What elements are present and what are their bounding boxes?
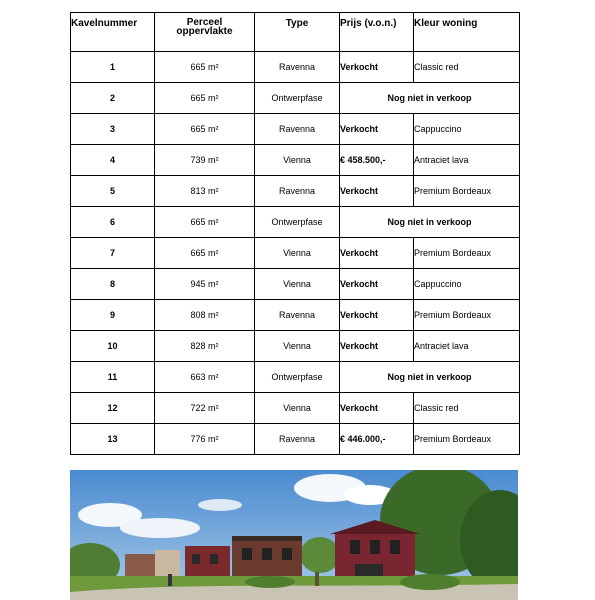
bush: [400, 574, 460, 590]
house-far: [125, 554, 155, 576]
cell-kavelnummer: 11: [71, 362, 155, 393]
cell-status: Nog niet in verkoop: [340, 207, 520, 238]
cell-oppervlakte: 813 m²: [155, 176, 255, 207]
header-prijs: Prijs (v.o.n.): [340, 13, 414, 52]
cell-oppervlakte: 945 m²: [155, 269, 255, 300]
cell-kleur: Classic red: [414, 393, 520, 424]
header-type: Type: [255, 13, 340, 52]
cloud: [120, 518, 200, 538]
cell-kavelnummer: 10: [71, 331, 155, 362]
cell-type: Vienna: [255, 331, 340, 362]
house-1: [185, 546, 230, 580]
header-kavelnummer: Kavelnummer: [71, 13, 155, 52]
cell-kavelnummer: 13: [71, 424, 155, 455]
cell-type: Vienna: [255, 145, 340, 176]
table-row: [71, 424, 520, 455]
cell-prijs: € 446.000,-: [340, 424, 414, 455]
cell-type: Ravenna: [255, 52, 340, 83]
cell-type: Ravenna: [255, 176, 340, 207]
cell-kavelnummer: 2: [71, 83, 155, 114]
house-render-photo: [70, 470, 518, 600]
cell-oppervlakte: 808 m²: [155, 300, 255, 331]
cell-oppervlakte: 665 m²: [155, 83, 255, 114]
cell-oppervlakte: 828 m²: [155, 331, 255, 362]
cell-prijs: Verkocht: [340, 114, 414, 145]
window: [350, 540, 360, 554]
window: [242, 548, 252, 560]
cell-type: Vienna: [255, 238, 340, 269]
cell-kavelnummer: 3: [71, 114, 155, 145]
cell-prijs: Verkocht: [340, 269, 414, 300]
cloud: [198, 499, 242, 511]
window: [210, 554, 218, 564]
table-row: [71, 176, 520, 207]
cell-type: Vienna: [255, 269, 340, 300]
table-header-row: [71, 13, 520, 52]
header-kleur-woning: Kleur woning: [414, 13, 520, 52]
cell-kleur: Premium Bordeaux: [414, 424, 520, 455]
cell-kleur: Antraciet lava: [414, 331, 520, 362]
cell-kavelnummer: 9: [71, 300, 155, 331]
cell-oppervlakte: 665 m²: [155, 238, 255, 269]
table-row: [71, 331, 520, 362]
header-oppervlakte: oppervlakte: [176, 26, 233, 37]
table-row: [71, 207, 520, 238]
cell-status: Nog niet in verkoop: [340, 362, 520, 393]
cell-type: Ontwerpfase: [255, 362, 340, 393]
person: [168, 574, 172, 586]
kavel-table: [70, 12, 520, 455]
cell-oppervlakte: 776 m²: [155, 424, 255, 455]
cell-prijs: Verkocht: [340, 52, 414, 83]
cell-kleur: Premium Bordeaux: [414, 176, 520, 207]
cell-kleur: Premium Bordeaux: [414, 238, 520, 269]
cell-type: Ravenna: [255, 300, 340, 331]
table-row: [71, 362, 520, 393]
cell-kavelnummer: 4: [71, 145, 155, 176]
cell-prijs: € 458.500,-: [340, 145, 414, 176]
cell-oppervlakte: 665 m²: [155, 52, 255, 83]
header-perceel: Perceel: [186, 17, 223, 28]
cell-prijs: Verkocht: [340, 176, 414, 207]
cell-oppervlakte: 663 m²: [155, 362, 255, 393]
cell-type: Ravenna: [255, 114, 340, 145]
table-row: [71, 114, 520, 145]
window: [370, 540, 380, 554]
cell-kavelnummer: 8: [71, 269, 155, 300]
cell-kavelnummer: 12: [71, 393, 155, 424]
table-row: [71, 269, 520, 300]
table-row: [71, 145, 520, 176]
table-row: [71, 393, 520, 424]
cell-status: Nog niet in verkoop: [340, 83, 520, 114]
window: [192, 554, 200, 564]
cell-kavelnummer: 6: [71, 207, 155, 238]
cell-oppervlakte: 665 m²: [155, 207, 255, 238]
table-row: [71, 83, 520, 114]
cell-type: Ontwerpfase: [255, 207, 340, 238]
cell-prijs: Verkocht: [340, 331, 414, 362]
cell-kleur: Classic red: [414, 52, 520, 83]
tree: [300, 537, 340, 573]
cell-type: Ravenna: [255, 424, 340, 455]
table-row: [71, 52, 520, 83]
house-far: [155, 550, 180, 576]
cell-kleur: Premium Bordeaux: [414, 300, 520, 331]
window: [262, 548, 272, 560]
cell-type: Ontwerpfase: [255, 83, 340, 114]
cell-kleur: Cappuccino: [414, 114, 520, 145]
cell-prijs: Verkocht: [340, 238, 414, 269]
cell-prijs: Verkocht: [340, 393, 414, 424]
cell-oppervlakte: 739 m²: [155, 145, 255, 176]
cell-kavelnummer: 1: [71, 52, 155, 83]
table-row: [71, 238, 520, 269]
cell-kavelnummer: 5: [71, 176, 155, 207]
cell-oppervlakte: 722 m²: [155, 393, 255, 424]
window: [390, 540, 400, 554]
cell-prijs: Verkocht: [340, 300, 414, 331]
window: [282, 548, 292, 560]
house-render-image: [70, 470, 518, 600]
cell-oppervlakte: 665 m²: [155, 114, 255, 145]
table-row: [71, 300, 520, 331]
person: [315, 572, 319, 586]
cell-type: Vienna: [255, 393, 340, 424]
roof: [232, 536, 302, 541]
cell-kleur: Cappuccino: [414, 269, 520, 300]
table-body: [71, 52, 520, 455]
cell-kavelnummer: 7: [71, 238, 155, 269]
header-perceel-oppervlakte: [155, 13, 255, 52]
cell-kleur: Antraciet lava: [414, 145, 520, 176]
bush: [245, 576, 295, 588]
